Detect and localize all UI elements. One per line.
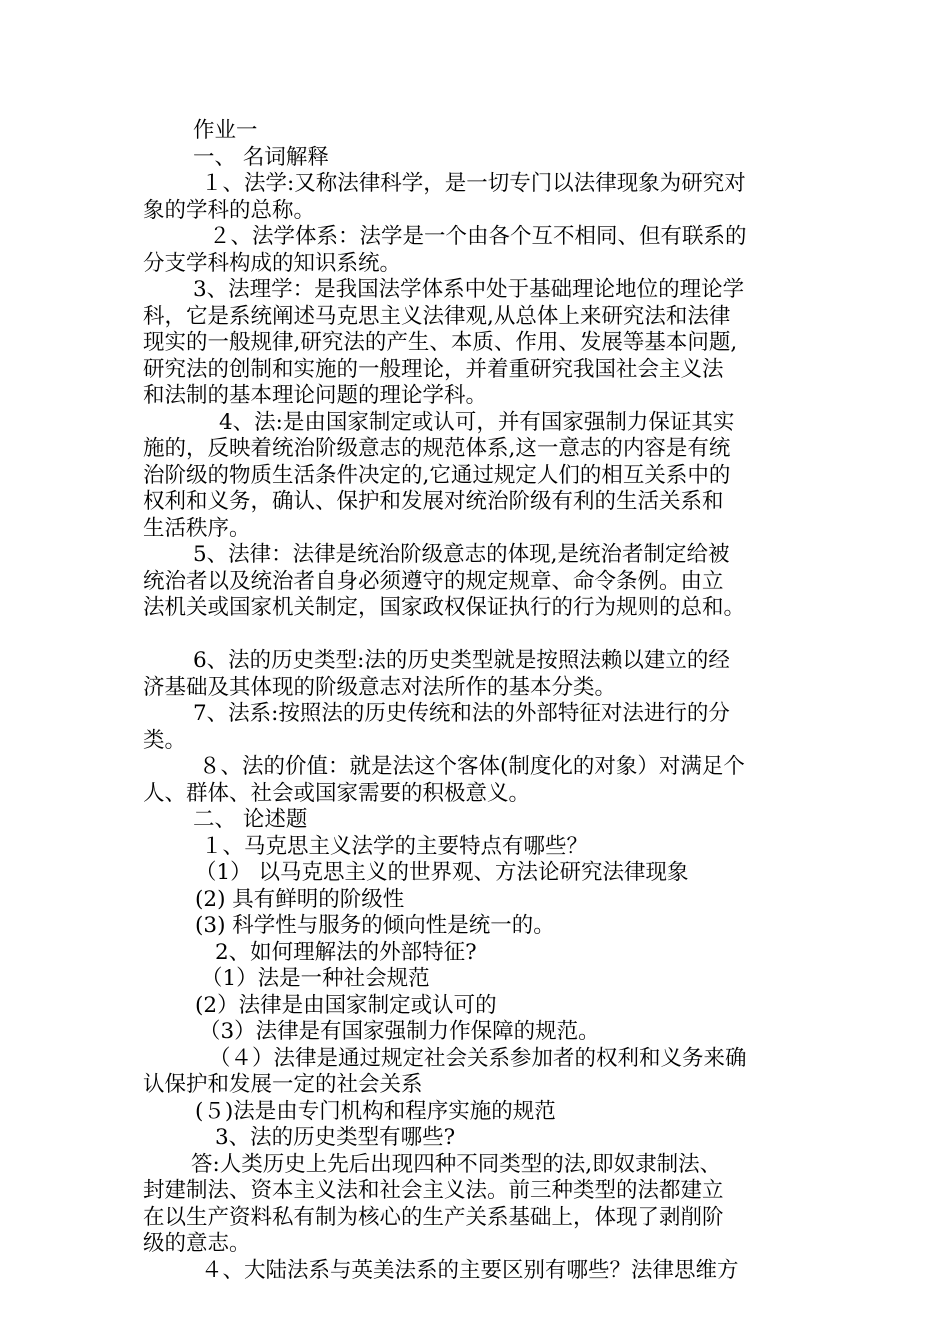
question-2-point-5: (５)法是由专门机构和程序实施的规范: [195, 1098, 556, 1124]
question-2-point-2: (2）法律是由国家制定或认可的: [195, 992, 497, 1018]
term-3-line-4: 研究法的创制和实施的一般理论，并着重研究我国社会主义法: [143, 356, 724, 382]
term-2-line-1: ２、法学体系：法学是一个由各个互不相同、但有联系的: [209, 224, 747, 249]
term-6-line-1: 6、法的历史类型:法的历史类型就是按照法赖以建立的经: [193, 648, 730, 673]
term-2-line-2: 分支学科构成的知识系统。: [143, 250, 402, 276]
term-8-line-1: ８、法的价值：就是法这个客体(制度化的对象）对满足个: [199, 754, 745, 779]
section-heading-terms: 一、 名词解释: [193, 144, 329, 170]
term-3-line-5: 和法制的基本理论问题的理论学科。: [143, 383, 488, 408]
blank-line: [143, 622, 823, 649]
term-7-line-2: 类。: [143, 727, 187, 753]
term-8-line-2: 人、群体、社会或国家需要的积极意义。: [143, 780, 531, 806]
term-4-line-4: 权利和义务，确认、保护和发展对统治阶级有利的生活关系和: [143, 489, 724, 514]
term-4-line-1: 4、法:是由国家制定或认可，并有国家强制力保证其实: [219, 409, 735, 435]
term-5-line-1: 5、法律：法律是统治阶级意志的体现,是统治者制定给被: [193, 542, 730, 567]
term-6-line-2: 济基础及其体现的阶级意志对法所作的基本分类。: [143, 674, 617, 700]
term-4-line-2: 施的，反映着统治阶级意志的规范体系,这一意志的内容是有统: [143, 436, 731, 461]
question-1-point-2: (2) 具有鲜明的阶级性: [195, 886, 405, 912]
question-2: 2、如何理解法的外部特征?: [215, 939, 477, 965]
section-heading-essays: 二、 论述题: [193, 807, 308, 832]
doc-title: 作业一: [193, 118, 258, 143]
question-4: ４、大陆法系与英美法系的主要区别有哪些？法律思维方: [201, 1257, 739, 1283]
answer-3-line-4: 级的意志。: [143, 1231, 251, 1256]
term-3-line-2: 科，它是系统阐述马克思主义法律观,从总体上来研究法和法律: [143, 303, 731, 329]
question-1: １、马克思主义法学的主要特点有哪些？: [201, 833, 589, 859]
answer-3-line-3: 在以生产资料私有制为核心的生产关系基础上，体现了剥削阶: [143, 1204, 724, 1230]
term-1-line-1: １、法学:又称法律科学，是一切专门以法律现象为研究对: [201, 171, 746, 196]
answer-3-line-1: 答:人类历史上先后出现四种不同类型的法,即奴隶制法、: [191, 1151, 722, 1177]
question-1-point-3: (3) 科学性与服务的倾向性是统一的。: [195, 913, 555, 938]
term-3-line-1: 3、法理学：是我国法学体系中处于基础理论地位的理论学: [193, 277, 745, 302]
question-3: 3、法的历史类型有哪些?: [215, 1125, 456, 1150]
document-page: [143, 118, 823, 1284]
term-3-line-3: 现实的一般规律,研究法的产生、本质、作用、发展等基本问题,: [143, 330, 738, 355]
term-7-line-1: 7、法系:按照法的历史传统和法的外部特征对法进行的分: [193, 701, 730, 726]
term-4-line-3: 治阶级的物质生活条件决定的,它通过规定人们的相互关系中的: [143, 462, 731, 488]
question-2-point-4-line-2: 认保护和发展一定的社会关系: [143, 1072, 423, 1097]
question-1-point-1: （1） 以马克思主义的世界观、方法论研究法律现象: [195, 860, 689, 885]
term-4-line-5: 生活秩序。: [143, 515, 251, 541]
question-2-point-1: （1）法是一种社会规范: [201, 966, 430, 991]
answer-3-line-2: 封建制法、资本主义法和社会主义法。前三种类型的法都建立: [143, 1178, 724, 1203]
term-5-line-2: 统治者以及统治者自身必须遵守的规定规章、命令条例。由立: [143, 568, 724, 594]
term-1-line-2: 象的学科的总称。: [143, 197, 316, 223]
term-5-line-3: 法机关或国家机关制定，国家政权保证执行的行为规则的总和。: [143, 595, 746, 620]
question-2-point-3: （3）法律是有国家强制力作保障的规范。: [199, 1019, 600, 1044]
question-2-point-4-line-1: （４）法律是通过规定社会关系参加者的权利和义务来确: [209, 1045, 747, 1071]
